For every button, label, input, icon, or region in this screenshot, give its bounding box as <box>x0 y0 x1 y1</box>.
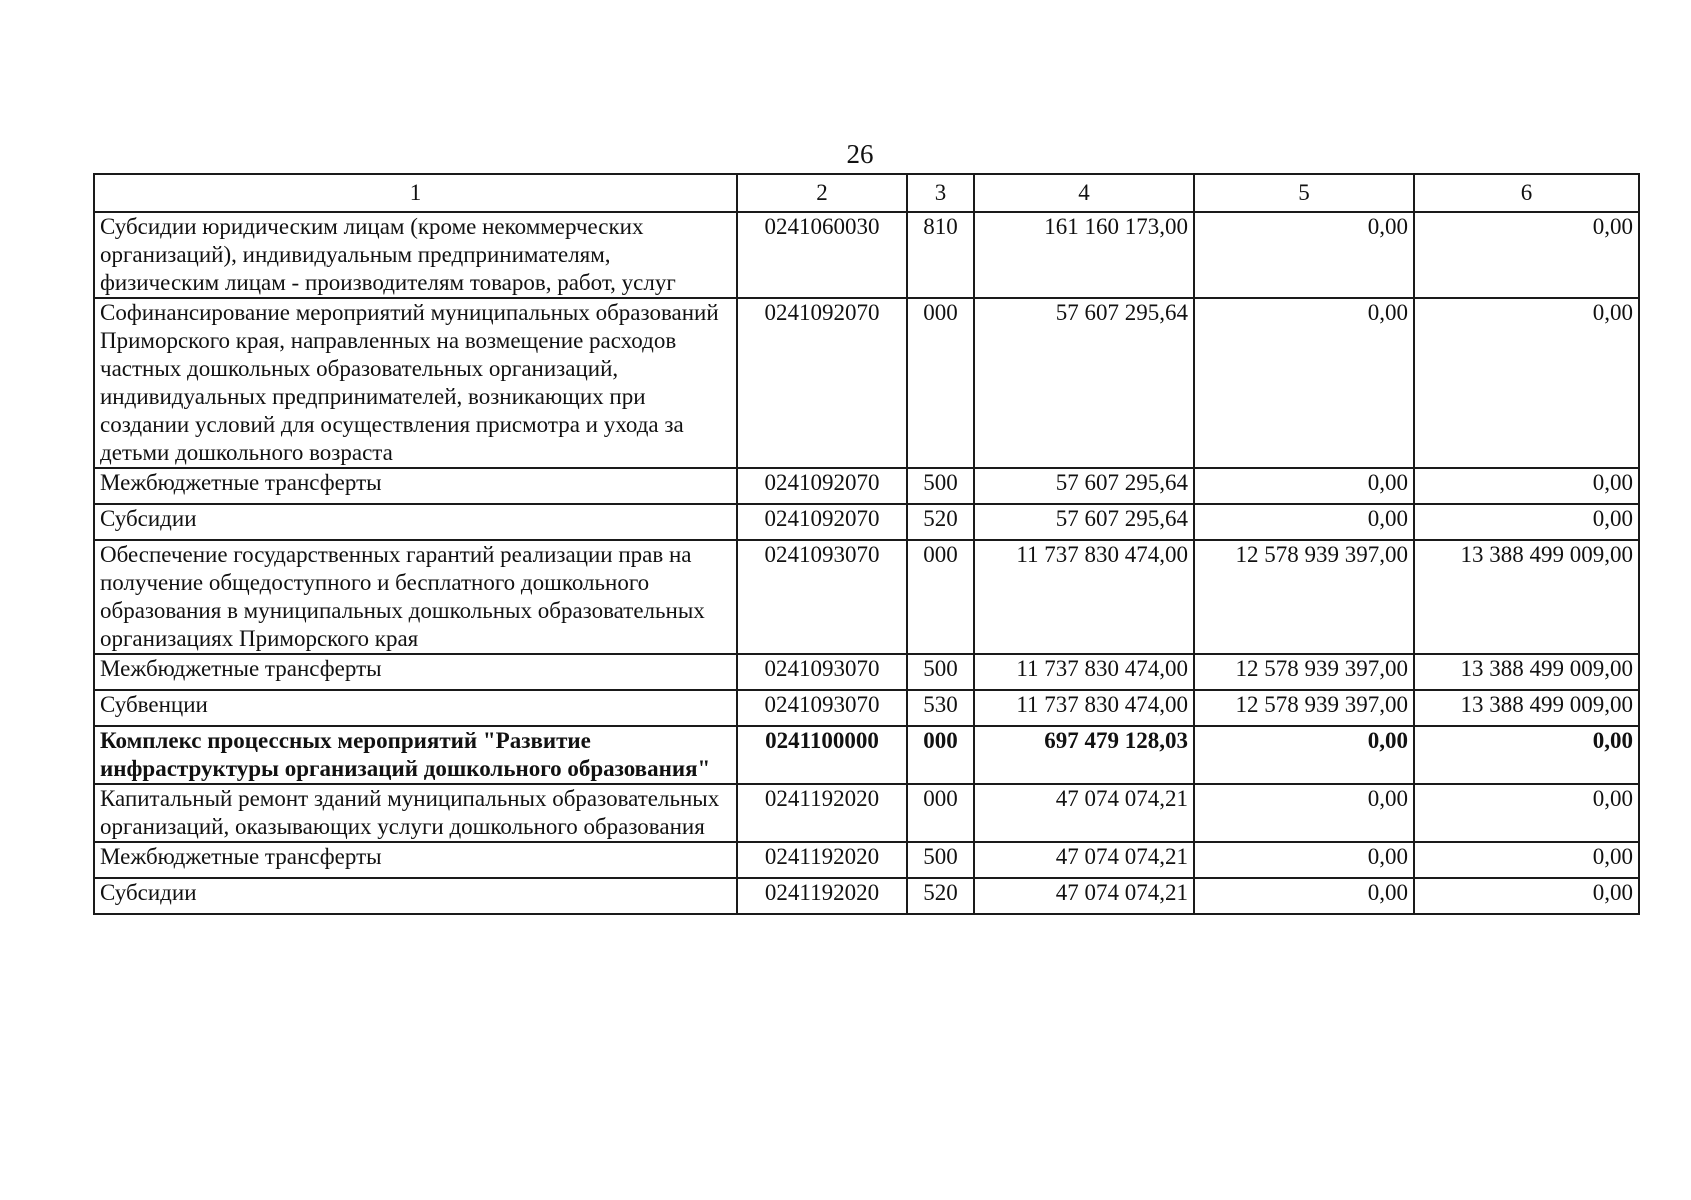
table-row <box>94 504 1639 540</box>
row-type: 500 <box>907 654 974 690</box>
row-amount-col6: 0,00 <box>1414 842 1639 878</box>
table-row <box>94 468 1639 504</box>
row-amount-col6: 0,00 <box>1414 504 1639 540</box>
row-amount-col4: 57 607 295,64 <box>974 298 1194 468</box>
column-header: 3 <box>907 174 974 212</box>
row-name: Межбюджетные трансферты <box>94 468 737 504</box>
row-amount-col5: 12 578 939 397,00 <box>1194 540 1414 654</box>
column-header: 1 <box>94 174 737 212</box>
row-name: Капитальный ремонт зданий муниципальных образовательных организаций, оказывающих услуги дошкольного образования <box>94 784 737 842</box>
row-type: 000 <box>907 298 974 468</box>
row-amount-col6: 0,00 <box>1414 784 1639 842</box>
row-amount-col4: 57 607 295,64 <box>974 504 1194 540</box>
row-amount-col4: 47 074 074,21 <box>974 842 1194 878</box>
row-amount-col6: 0,00 <box>1414 726 1639 784</box>
row-name: Межбюджетные трансферты <box>94 654 737 690</box>
row-code: 0241100000 <box>737 726 907 784</box>
row-amount-col5: 12 578 939 397,00 <box>1194 654 1414 690</box>
row-name: Комплекс процессных мероприятий "Развитие инфраструктуры организаций дошкольного образования" <box>94 726 737 784</box>
table-row <box>94 690 1639 726</box>
row-code: 0241192020 <box>737 842 907 878</box>
row-name: Межбюджетные трансферты <box>94 842 737 878</box>
row-code: 0241092070 <box>737 468 907 504</box>
row-amount-col4: 47 074 074,21 <box>974 784 1194 842</box>
row-type: 000 <box>907 784 974 842</box>
row-code: 0241192020 <box>737 784 907 842</box>
row-code: 0241093070 <box>737 690 907 726</box>
row-amount-col4: 47 074 074,21 <box>974 878 1194 914</box>
row-code: 0241093070 <box>737 654 907 690</box>
row-code: 0241093070 <box>737 540 907 654</box>
row-amount-col4: 11 737 830 474,00 <box>974 690 1194 726</box>
table-row <box>94 784 1639 842</box>
row-amount-col4: 11 737 830 474,00 <box>974 654 1194 690</box>
row-amount-col5: 0,00 <box>1194 468 1414 504</box>
row-amount-col5: 0,00 <box>1194 878 1414 914</box>
table-row <box>94 540 1639 654</box>
row-type: 810 <box>907 212 974 298</box>
row-amount-col5: 0,00 <box>1194 298 1414 468</box>
row-amount-col6: 13 388 499 009,00 <box>1414 540 1639 654</box>
row-name: Субсидии <box>94 878 737 914</box>
row-code: 0241060030 <box>737 212 907 298</box>
row-type: 500 <box>907 842 974 878</box>
row-amount-col6: 13 388 499 009,00 <box>1414 690 1639 726</box>
table-row <box>94 298 1639 468</box>
row-amount-col5: 0,00 <box>1194 212 1414 298</box>
row-amount-col6: 0,00 <box>1414 298 1639 468</box>
table-row <box>94 878 1639 914</box>
row-type: 500 <box>907 468 974 504</box>
table-row <box>94 654 1639 690</box>
row-amount-col5: 12 578 939 397,00 <box>1194 690 1414 726</box>
row-name: Субсидии юридическим лицам (кроме некоммерческих организаций), индивидуальным предпринимателям, физическим лицам - производителям товаров, работ, услуг <box>94 212 737 298</box>
row-type: 000 <box>907 726 974 784</box>
table-header-row <box>94 174 1639 212</box>
row-amount-col5: 0,00 <box>1194 842 1414 878</box>
row-amount-col4: 697 479 128,03 <box>974 726 1194 784</box>
page-number: 26 <box>846 139 874 169</box>
row-code: 0241092070 <box>737 298 907 468</box>
row-amount-col6: 0,00 <box>1414 468 1639 504</box>
row-code: 0241192020 <box>737 878 907 914</box>
row-type: 520 <box>907 504 974 540</box>
row-code: 0241092070 <box>737 504 907 540</box>
budget-table <box>93 173 1640 915</box>
column-header: 2 <box>737 174 907 212</box>
row-amount-col4: 161 160 173,00 <box>974 212 1194 298</box>
row-type: 530 <box>907 690 974 726</box>
row-amount-col5: 0,00 <box>1194 504 1414 540</box>
row-amount-col5: 0,00 <box>1194 784 1414 842</box>
column-header: 4 <box>974 174 1194 212</box>
row-amount-col6: 0,00 <box>1414 212 1639 298</box>
row-amount-col4: 11 737 830 474,00 <box>974 540 1194 654</box>
row-type: 520 <box>907 878 974 914</box>
row-name: Субсидии <box>94 504 737 540</box>
row-name: Субвенции <box>94 690 737 726</box>
column-header: 6 <box>1414 174 1639 212</box>
column-header: 5 <box>1194 174 1414 212</box>
row-amount-col4: 57 607 295,64 <box>974 468 1194 504</box>
row-name: Обеспечение государственных гарантий реализации прав на получение общедоступного и бесплатного дошкольного образования в муниципальных дошкольных образовательных организациях Приморского края <box>94 540 737 654</box>
table-row <box>94 842 1639 878</box>
row-name: Софинансирование мероприятий муниципальных образований Приморского края, направленных на возмещение расходов частных дошкольных образовательных организаций, индивидуальных предпринимателей, возникающих при создании условий для осуществления присмотра и ухода за детьми дошкольного возраста <box>94 298 737 468</box>
row-type: 000 <box>907 540 974 654</box>
row-amount-col5: 0,00 <box>1194 726 1414 784</box>
table-row <box>94 212 1639 298</box>
table-row-section <box>94 726 1639 784</box>
row-amount-col6: 13 388 499 009,00 <box>1414 654 1639 690</box>
row-amount-col6: 0,00 <box>1414 878 1639 914</box>
